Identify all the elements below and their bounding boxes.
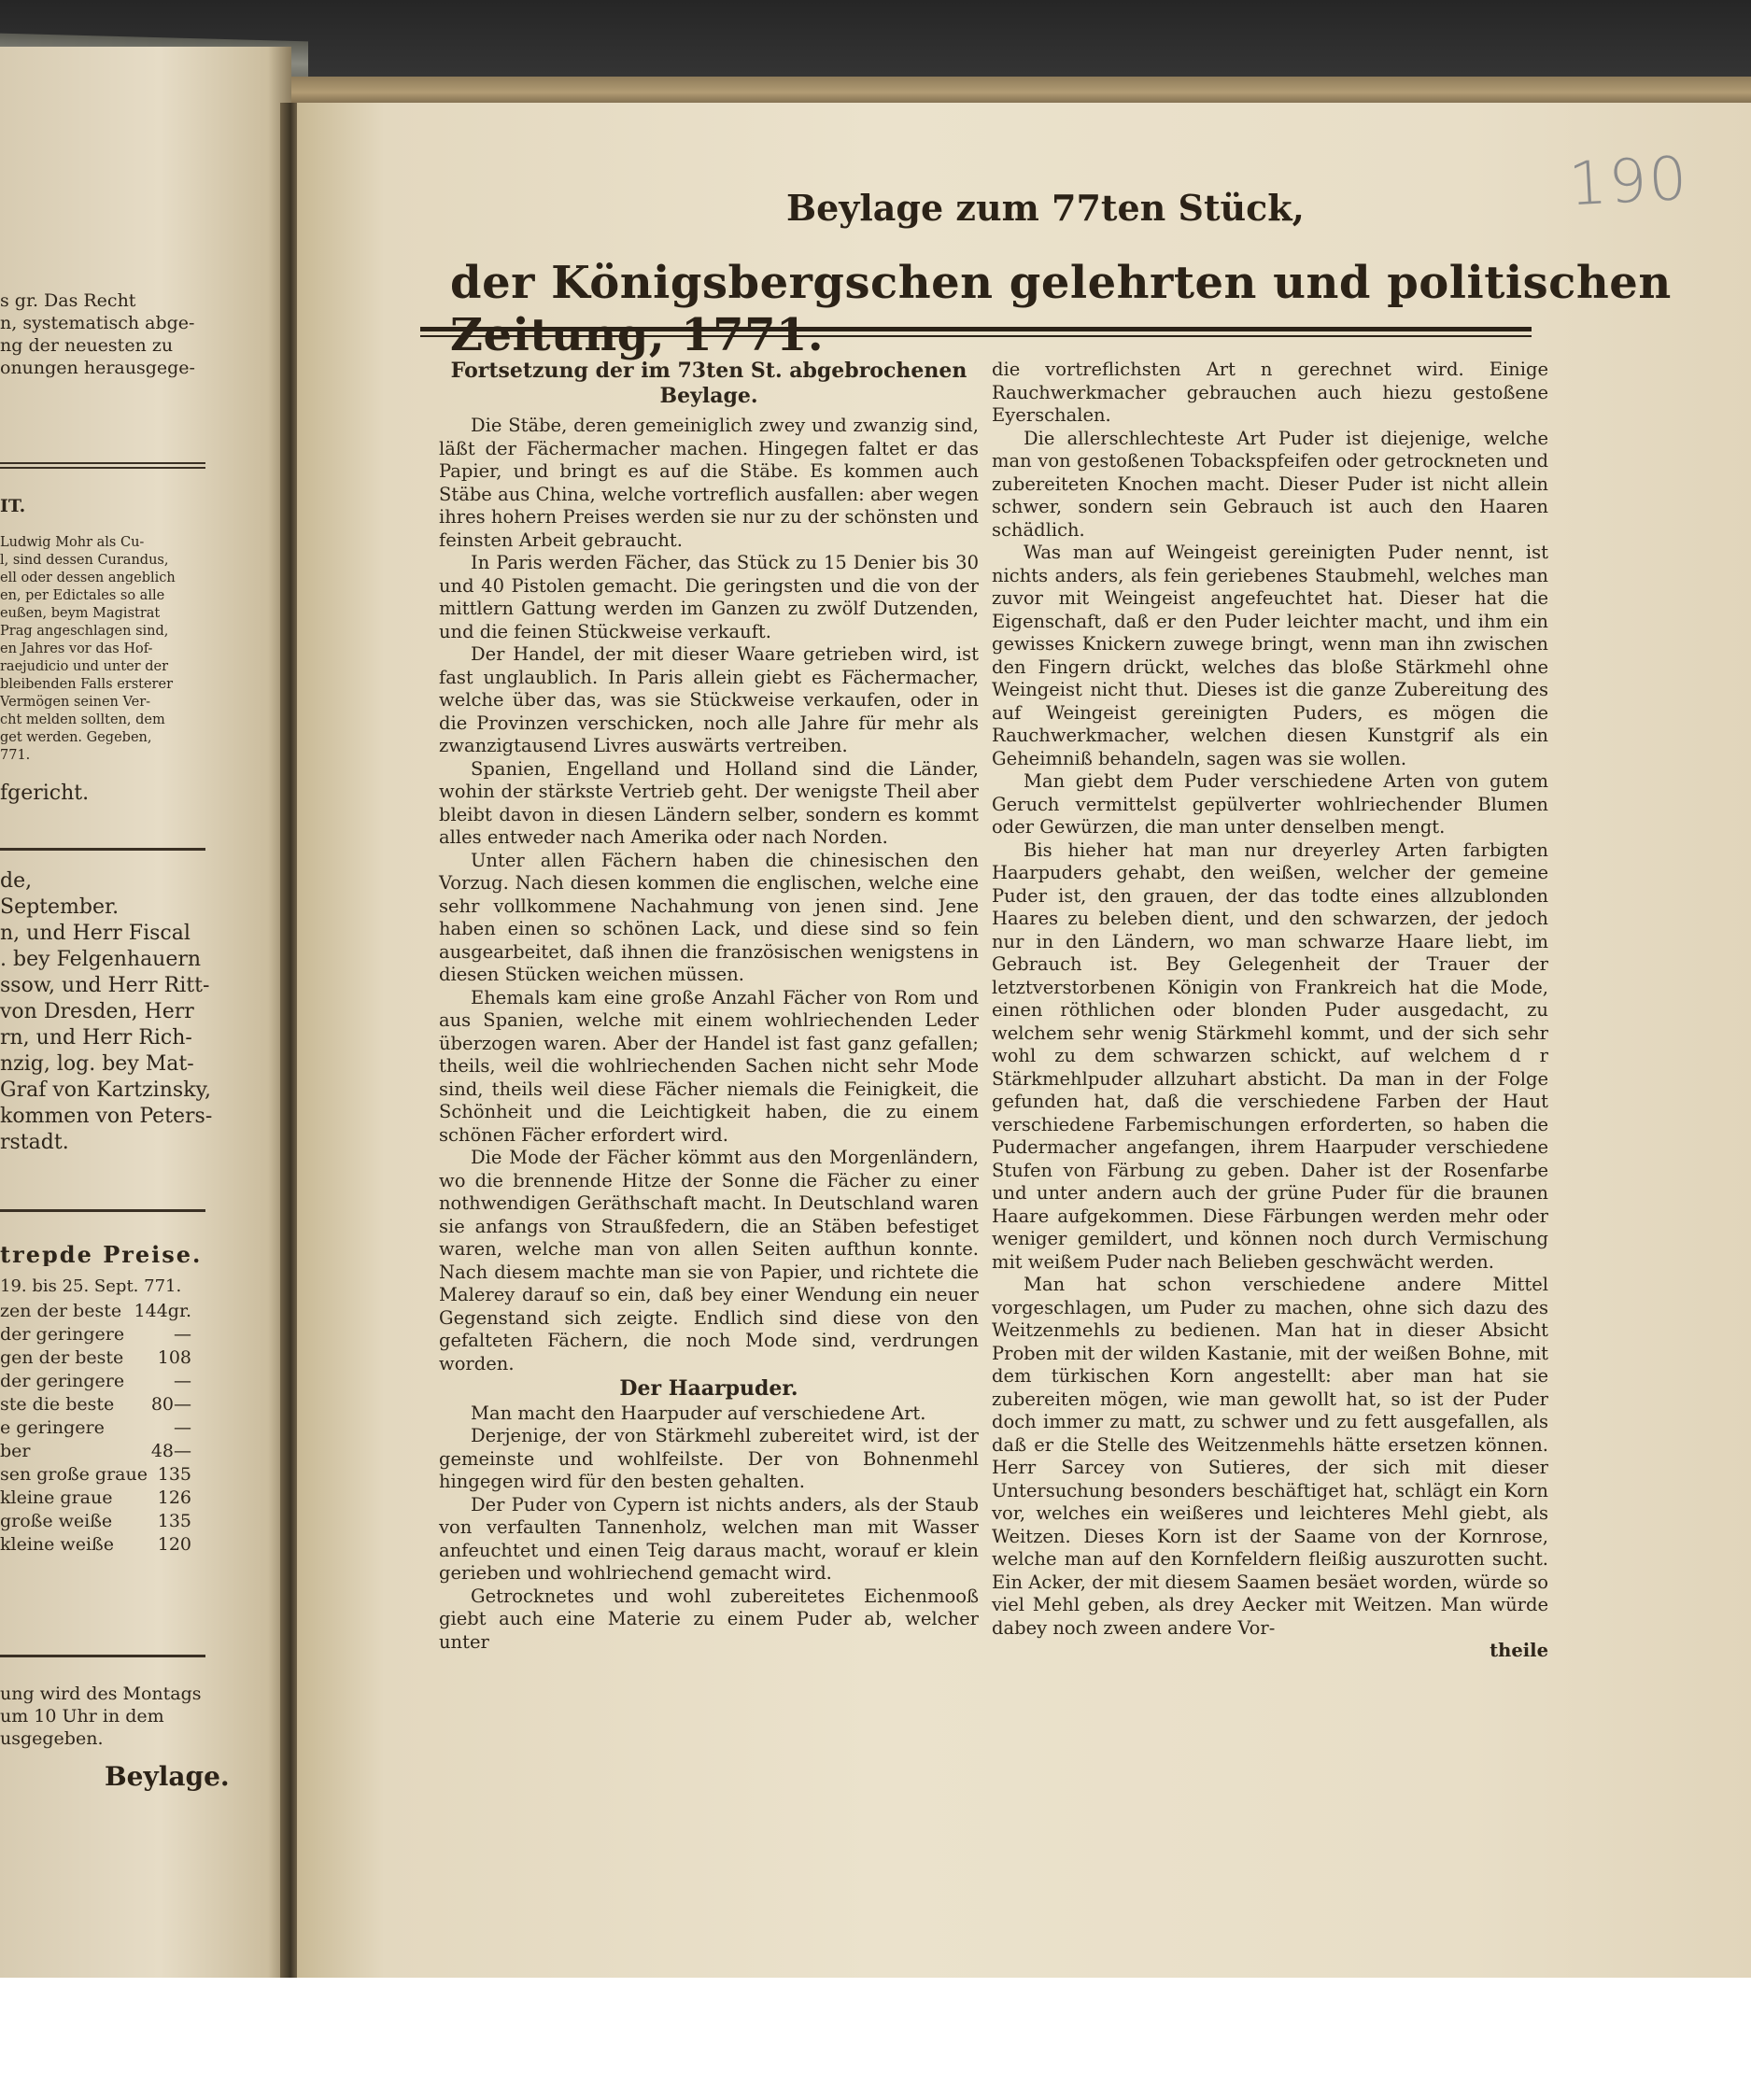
left-text-line: raejudicio und unter der bbox=[0, 659, 168, 674]
left-block-4 bbox=[0, 868, 215, 1156]
left-block-6 bbox=[0, 1683, 215, 1750]
left-text-line: ell oder dessen angeblich bbox=[0, 571, 176, 585]
price-value: 135 bbox=[157, 1511, 191, 1531]
left-text-line: kommen von Peters- bbox=[0, 1105, 213, 1128]
left-rule bbox=[0, 1209, 205, 1212]
left-block-2 bbox=[0, 534, 215, 765]
price-value: 80— bbox=[150, 1394, 191, 1415]
left-block-1 bbox=[0, 289, 215, 379]
price-value: — bbox=[174, 1417, 191, 1438]
price-label: kleine weiße bbox=[0, 1534, 114, 1555]
left-text-line: usgegeben. bbox=[0, 1728, 104, 1749]
left-page bbox=[0, 47, 291, 1978]
price-value: 126 bbox=[157, 1487, 191, 1508]
left-text-line: de, bbox=[0, 869, 33, 893]
price-label: sen große graue bbox=[0, 1464, 148, 1485]
price-label: gen der beste bbox=[0, 1347, 124, 1368]
page-number: 190 bbox=[1567, 144, 1691, 220]
header-line-1: Beylage zum 77ten Stück, bbox=[786, 187, 1305, 229]
price-label: ber bbox=[0, 1441, 31, 1461]
left-text-line: eußen, beym Magistrat bbox=[0, 606, 161, 621]
left-catchword: Beylage. bbox=[105, 1761, 230, 1792]
price-row bbox=[0, 1370, 191, 1393]
left-text-line: get werden. Gegeben, bbox=[0, 730, 152, 745]
price-row bbox=[0, 1487, 191, 1510]
left-block-2-head: IT. bbox=[0, 496, 26, 516]
price-row bbox=[0, 1533, 191, 1557]
price-row bbox=[0, 1510, 191, 1533]
price-value: 108 bbox=[157, 1347, 191, 1368]
left-text-line: s gr. Das Recht bbox=[0, 290, 136, 311]
text-column-2 bbox=[992, 359, 1548, 1663]
price-label: der geringere bbox=[0, 1324, 125, 1345]
price-row bbox=[0, 1416, 191, 1440]
paragraph: Der Puder von Cypern ist nichts anders, als der Staub von verfaulten Tannenholz, welchen man mit Wasser anfeuchtet und einen Teig daraus macht, worauf er klein gerieben und wohlriechend gemacht wird. bbox=[439, 1493, 979, 1584]
price-value: 144gr. bbox=[134, 1301, 191, 1321]
header-line-2: der Königsbergschen gelehrten und politischen bbox=[450, 257, 1672, 309]
paragraph: Derjenige, der von Stärkmehl zubereitet wird, ist der gemeinste und wohlfeilste. Der von Bohnenmehl hingegen wird für den besten gehalten. bbox=[439, 1425, 979, 1492]
header-rule-thin bbox=[420, 335, 1532, 337]
left-rule bbox=[0, 848, 205, 851]
price-value: — bbox=[174, 1324, 191, 1345]
left-block-3-head: fgericht. bbox=[0, 782, 90, 805]
left-text-line: September. bbox=[0, 895, 120, 919]
paragraph: Ehemals kam eine große Anzahl Fächer von Rom und aus Spanien, welche mit einem wohlriechenden Leder überzogen waren. Aber der Handel ist fast ganz gefallen; theils, weil die wohlriechenden Sachen nicht sehr Mode sind, theils weil diese Fächer niemals die Feinigkeit, die Schönheit und die Leichtigkeit haben, die zu einem schönen Fächer erfordert wird. bbox=[439, 986, 979, 1146]
left-text-line: ssow, und Herr Ritt- bbox=[0, 974, 210, 997]
left-text-line: l, sind dessen Curandus, bbox=[0, 553, 169, 568]
left-rule bbox=[0, 462, 205, 464]
left-text-line: rstadt. bbox=[0, 1131, 69, 1154]
left-text-line: cht melden sollten, dem bbox=[0, 712, 165, 727]
paragraph: Die allerschlechteste Art Puder ist diejenige, welche man von gestoßenen Tobackspfeifen oder getrockneten und zubereiteten Knochen macht. Dieser Puder ist nicht allein schwer, sondern sein Gebrauch ist auch den Haaren schädlich. bbox=[992, 427, 1548, 541]
price-value: 120 bbox=[157, 1534, 191, 1555]
header-rule bbox=[420, 327, 1532, 331]
price-value: — bbox=[174, 1371, 191, 1391]
left-text-line: n, und Herr Fiscal bbox=[0, 922, 191, 945]
left-text-line: n, systematisch abge- bbox=[0, 313, 195, 333]
left-text-line: en Jahres vor das Hof- bbox=[0, 641, 153, 656]
left-text-line: Prag angeschlagen sind, bbox=[0, 624, 169, 639]
paragraph: Man hat schon verschiedene andere Mittel vorgeschlagen, um Puder zu machen, ohne sich dazu des Weitzenmehls zu bedienen. Man hat in dieser Absicht Proben mit der wilden Kastanie, mit der weißen Bohne, mit dem türkischen Korn angestellt: aber man hat sie zubereiten mögen, wie man gewollt hat, so ist der Puder doch immer zu matt, zu schwer und zu fett ausgefallen, als daß er die Stelle des Weitzenmehls hätte ersetzen können. Herr Sarcey von Sutieres, der sich mit dieser Untersuchung besonders beschäftiget hat, schlägt ein Korn vor, welches ein weißeres und leichteres Mehl giebt, als Weitzen. Dieses Korn ist der Saame von der Kornrose, welche man auf den Kornfeldern fleißig auszurotten sucht. Ein Acker, der mit diesem Saamen besäet worden, würde so viel Mehl geben, als drey Aecker mit Weitzen. Man würde dabey noch zween andere Vor- bbox=[992, 1274, 1548, 1639]
price-label: ste die beste bbox=[0, 1394, 115, 1415]
paragraph: Man macht den Haarpuder auf verschiedene Art. bbox=[471, 1402, 926, 1424]
paragraph: die vortreflichsten Art n gerechnet wird. Einige Rauchwerkmacher gebrauchen auch hiezu gestoßene Eyerschalen. bbox=[992, 359, 1548, 426]
paragraph: Man giebt dem Puder verschiedene Arten von gutem Geruch vermittelst gepülverter wohlriechender Blumen oder Gewürzen, die man unter denselben mengt. bbox=[992, 770, 1548, 838]
price-row bbox=[0, 1393, 191, 1416]
left-text-line: ung wird des Montags bbox=[0, 1684, 202, 1704]
left-text-line: von Dresden, Herr bbox=[0, 1000, 194, 1023]
price-row bbox=[0, 1323, 191, 1346]
price-label: der geringere bbox=[0, 1371, 125, 1391]
left-text-line: bleibenden Falls ersterer bbox=[0, 677, 174, 692]
left-text-line: 771. bbox=[0, 748, 31, 763]
left-text-line: nzig, log. bey Mat- bbox=[0, 1052, 194, 1076]
paragraph: Der Handel, der mit dieser Waare getrieben wird, ist fast unglaublich. In Paris allein giebt es Fächermacher, welche über das, was sie Stückweise verkaufen, oder in die Provinzen verschicken, noch alle Jahre für mehr als zwanzigtausend Livres auswärts vertreiben. bbox=[439, 643, 979, 756]
paragraph: Spanien, Engelland und Holland sind die Länder, wohin der stärkste Vertrieb geht. Der wenigste Theil aber bleibt davon in diesen Ländern selber, sondern es kommt alles entweder nach Amerika oder nach Norden. bbox=[439, 757, 979, 848]
price-row bbox=[0, 1300, 191, 1323]
paragraph: In Paris werden Fächer, das Stück zu 15 Denier bis 30 und 40 Pistolen gemacht. Die geringsten und die von der mittlern Gattung werden im Ganzen zu zwölf Dutzenden, und die feinen Stückweise verkauft. bbox=[439, 552, 979, 642]
left-text-line: Ludwig Mohr als Cu- bbox=[0, 535, 145, 550]
left-text-line: rn, und Herr Rich- bbox=[0, 1026, 192, 1050]
catchword: theile bbox=[1490, 1640, 1548, 1661]
paragraph: Die Mode der Fächer kömmt aus den Morgenländern, wo die brennende Hitze der Sonne die Fächer zu einer nothwendigen Geräthschaft macht. In Deutschland waren sie anfangs von Straußfedern, die an Stäben befestiget waren, welche man von allen Seiten aufthun konnte. Nach diesem machte man sie von Papier, und richtete die Malerey darauf so ein, daß bey einer Wendung ein neuer Gegenstand sich zeigte. Endlich sind diese von den gefalteten Fächern, die noch Mode sind, verdrungen worden. bbox=[439, 1147, 979, 1374]
price-row bbox=[0, 1346, 191, 1370]
price-label: e geringere bbox=[0, 1417, 105, 1438]
left-text-line: Vermögen seinen Ver- bbox=[0, 695, 151, 710]
left-text-line: onungen herausgege- bbox=[0, 358, 195, 378]
price-row bbox=[0, 1463, 191, 1487]
price-label: kleine graue bbox=[0, 1487, 113, 1508]
column-title: Fortsetzung der im 73ten St. abgebrochenen Beylage. bbox=[450, 359, 967, 408]
section-subtitle: Der Haarpuder. bbox=[619, 1376, 798, 1401]
price-value: 135 bbox=[157, 1464, 191, 1485]
paragraph: Unter allen Fächern haben die chinesischen den Vorzug. Nach diesen kommen die englischen, welche eine sehr vollkommene Nachahmung von jenen sind. Jene haben einen so schönen Lack, und diese sind so fein ausgearbeitet, daß ihnen die französischen wenigstens in diesen Stücken weichen müssen. bbox=[439, 849, 979, 985]
paragraph: Was man auf Weingeist gereinigten Puder nennt, ist nichts anders, als fein geriebenes Staubmehl, welches man zuvor mit Weingeist angefeuchtet hat. Dieser hat die Eigenschaft, daß er den Puder leichter macht, und ihm ein gewisses Knickern zuwege bringt, wenn man ihn zwischen den Fingern drückt, welches das bloße Stärkmehl ohne Weingeist nicht thut. Dieses ist die ganze Zubereitung des auf Weingeist gereinigten Puders, es mögen die Rauchwerkmacher, welchen diesen Kunstgrif als ein Geheimniß behandeln, sagen was sie wollen. bbox=[992, 542, 1548, 769]
price-list bbox=[0, 1300, 215, 1557]
prices-head: trepde Preise. bbox=[0, 1244, 203, 1266]
left-rule bbox=[0, 1655, 205, 1657]
paragraph: Bis hieher hat man nur dreyerley Arten farbigten Haarpuders gehabt, den weißen, welcher der gemeine Puder ist, den grauen, der das todte eines allzublonden Haares zu beleben dient, und den schwarzen, der jedoch nur in den Ländern, wo man schwarze Haare liebt, im Gebrauch ist. Bey Gelegenheit der Trauer der letztverstorbenen Königin von Frankreich hat die Mode, einen röthlichen oder blonden Puder ausgedacht, zu welchem sehr wenig Stärkmehl kommt, und der sich sehr wohl zu dem schwarzen schickt, auf welchem d r Stärkmehlpuder allzuhart absticht. Da man in der Folge gefunden hat, daß die verschiedene Farben der Haut verschiedene Farbemischungen erforderten, so haben die Pudermacher angefangen, ihrem Haarpuder verschiedene Stufen von Färbung zu geben. Daher ist der Rosenfarbe und unter andern auch der grüne Puder für die braunen Haare aufgekommen. Diese Färbungen werden mehr oder weniger gemildert, und können noch durch Vermischung mit weißem Puder nach Belieben geschwächt werden. bbox=[992, 839, 1548, 1273]
left-text-line: ng der neuesten zu bbox=[0, 335, 174, 356]
left-text-line: en, per Edictales so alle bbox=[0, 588, 165, 603]
prices-date: 19. bis 25. Sept. 771. bbox=[0, 1276, 182, 1296]
paragraph: Getrocknetes und wohl zubereitetes Eichenmooß giebt auch eine Materie zu einem Puder ab, welcher unter bbox=[439, 1585, 979, 1653]
text-column-1 bbox=[439, 359, 979, 1654]
left-text-line: Graf von Kartzinsky, bbox=[0, 1078, 212, 1102]
price-label: zen der beste bbox=[0, 1301, 122, 1321]
left-text-line: um 10 Uhr in dem bbox=[0, 1706, 164, 1727]
price-label: große weiße bbox=[0, 1511, 113, 1531]
left-text-line: . bey Felgenhauern bbox=[0, 948, 202, 971]
paragraph: Die Stäbe, deren gemeiniglich zwey und zwanzig sind, läßt der Fächermacher machen. Hingegen faltet er das Papier, und bringt es auf die Stäbe. Es kommen auch Stäbe aus China, welche vortreflich ausfallen: aber wegen ihres hohern Preises werden sie nur zu der schönsten und feinsten Arbeit gebraucht. bbox=[439, 415, 979, 551]
price-value: 48— bbox=[150, 1441, 191, 1461]
price-row bbox=[0, 1440, 191, 1463]
